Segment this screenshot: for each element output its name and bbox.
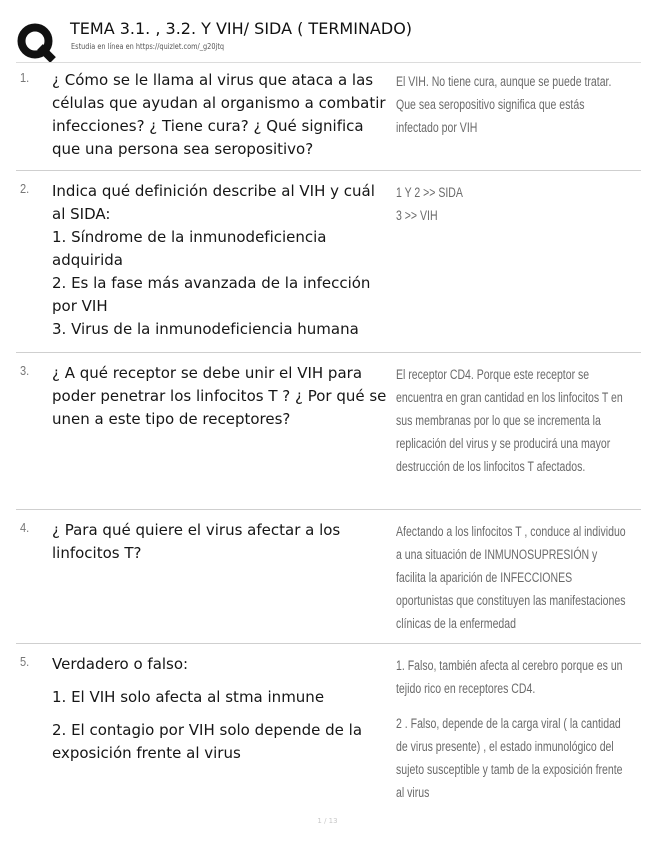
card-number: 4. <box>20 520 30 535</box>
card-question <box>52 180 391 341</box>
answer-text: 3 >> VIH <box>396 208 438 223</box>
card-number: 2. <box>20 181 30 196</box>
card-divider <box>16 643 641 644</box>
card-divider <box>16 509 641 510</box>
document-source-link[interactable]: Estudia en línea en https://quizlet.com/_g20jtq <box>71 42 225 51</box>
card-number: 5. <box>20 654 30 669</box>
card-answer <box>396 70 628 139</box>
card-number: 3. <box>20 363 30 378</box>
answer-text: El receptor CD4. Porque este receptor se encuentra en gran cantidad en los linfocitos T en sus membranas por lo que se incrementa la replicación del virus y se producirá una mayor destrucción de los linfocitos T afectados. <box>396 367 623 474</box>
card-number: 1. <box>20 70 30 85</box>
answer-text: Que sea seropositivo significa que estás infectado por VIH <box>396 97 585 135</box>
question-text: 2. Es la fase más avanzada de la infección por VIH <box>52 274 371 315</box>
card-question <box>52 653 391 765</box>
card-answer <box>396 520 628 635</box>
header-divider <box>16 62 641 63</box>
question-text: Indica qué definición describe al VIH y cuál al SIDA: <box>52 182 375 223</box>
document-header <box>16 16 641 62</box>
card-question <box>52 69 391 161</box>
card-question <box>52 519 391 565</box>
question-text: 1. El VIH solo afecta al stma inmune <box>52 688 325 706</box>
answer-text: 2 . Falso, depende de la carga viral ( la cantidad de virus presente) , el estado inmunológico del sujeto susceptible y tamb de la exposición frente al virus <box>396 716 623 800</box>
card-answer <box>396 181 628 227</box>
answer-text: 1. Falso, también afecta al cerebro porque es un tejido rico en receptores CD4. <box>396 658 623 696</box>
question-text: ¿ Cómo se le llama al virus que ataca a las células que ayudan al organismo a combatir infecciones? ¿ Tiene cura? ¿ Qué significa que una persona sea seropositivo? <box>52 71 386 158</box>
answer-text: El VIH. No tiene cura, aunque se puede tratar. <box>396 74 612 89</box>
card-answer <box>396 654 628 804</box>
card-question <box>52 362 391 431</box>
card-divider <box>16 170 641 171</box>
document-title: TEMA 3.1. , 3.2. Y VIH/ SIDA ( TERMINADO) <box>70 19 413 38</box>
question-text: ¿ A qué receptor se debe unir el VIH para poder penetrar los linfocitos T ? ¿ Por qué se unen a este tipo de receptores? <box>52 364 387 428</box>
card-divider <box>16 352 641 353</box>
card-answer <box>396 363 628 478</box>
page-number: 1 / 13 <box>317 817 338 825</box>
question-text: 2. El contagio por VIH solo depende de la exposición frente al virus <box>52 721 363 762</box>
question-text: 1. Síndrome de la inmunodeficiencia adquirida <box>52 228 327 269</box>
question-text: 3. Virus de la inmunodeficiencia humana <box>52 320 359 338</box>
answer-text: Afectando a los linfocitos T , conduce al individuo a una situación de INMUNOSUPRESIÓN y facilita la aparición de INFECCIONES oportunistas que constituyen las manifestaciones clínicas de la enfermedad <box>396 524 626 631</box>
question-text: ¿ Para qué quiere el virus afectar a los linfocitos T? <box>52 521 341 562</box>
question-text: Verdadero o falso: <box>52 655 189 673</box>
quizlet-logo-icon <box>16 22 56 62</box>
answer-text: 1 Y 2 >> SIDA <box>396 185 463 200</box>
